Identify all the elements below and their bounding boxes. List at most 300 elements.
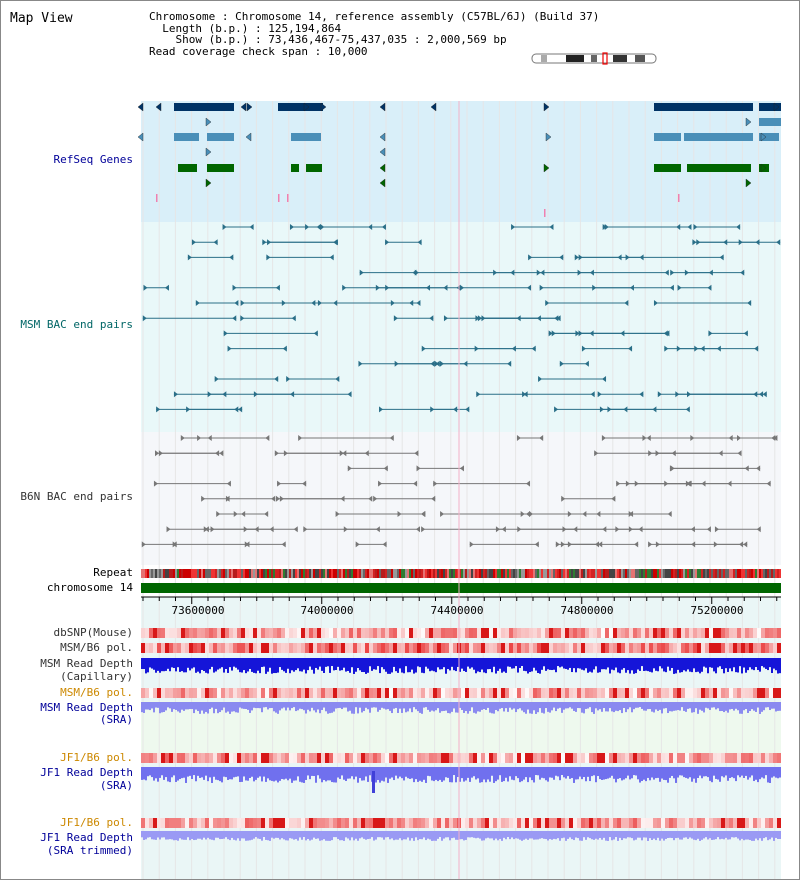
repeat-segment — [463, 569, 465, 578]
repeat-segment — [143, 569, 145, 578]
depth-bar — [189, 767, 191, 776]
heat-cell — [725, 818, 729, 828]
repeat-segment — [555, 569, 557, 578]
depth-bar — [147, 702, 149, 710]
heat-cell — [613, 628, 617, 638]
heat-cell — [145, 628, 149, 638]
heat-cell — [213, 753, 217, 763]
depth-bar — [509, 831, 511, 839]
depth-bar — [299, 658, 301, 671]
heat-cell — [413, 753, 417, 763]
heat-cell — [229, 818, 233, 828]
depth-bar — [261, 767, 263, 781]
heat-cell — [521, 753, 525, 763]
depth-bar — [543, 767, 545, 778]
depth-bar — [549, 658, 551, 670]
heat-cell — [641, 688, 645, 698]
heat-cell — [625, 643, 629, 653]
depth-bar — [587, 767, 589, 777]
repeat-segment — [633, 569, 635, 578]
heat-cell — [333, 688, 337, 698]
heat-cell — [657, 643, 661, 653]
depth-bar — [525, 767, 527, 777]
depth-bar — [391, 831, 393, 838]
depth-bar — [485, 767, 487, 782]
heat-cell — [197, 753, 201, 763]
depth-bar — [315, 702, 317, 712]
depth-bar — [741, 658, 743, 673]
depth-bar — [235, 831, 237, 840]
depth-bar — [437, 831, 439, 839]
depth-bar — [771, 658, 773, 673]
heat-cell — [541, 688, 545, 698]
heat-cell — [165, 628, 169, 638]
repeat-segment — [549, 569, 551, 578]
depth-bar — [233, 702, 235, 711]
depth-bar — [723, 658, 725, 673]
repeat-segment — [199, 569, 201, 578]
repeat-segment — [301, 569, 303, 578]
depth-bar — [553, 831, 555, 839]
heat-cell — [145, 688, 149, 698]
depth-bar — [759, 702, 761, 714]
heat-cell — [709, 753, 713, 763]
depth-bar — [597, 702, 599, 710]
depth-bar — [359, 767, 361, 778]
repeat-segment — [317, 569, 319, 578]
depth-bar — [687, 831, 689, 839]
repeat-segment — [553, 569, 555, 578]
depth-bar — [391, 702, 393, 713]
depth-bar — [553, 702, 555, 708]
depth-bar — [209, 702, 211, 709]
depth-bar — [599, 767, 601, 779]
heat-cell — [473, 628, 477, 638]
depth-bar — [419, 831, 421, 839]
depth-bar — [645, 658, 647, 671]
depth-bar — [259, 702, 261, 708]
heat-cell — [729, 628, 733, 638]
depth-bar — [549, 767, 551, 777]
depth-bar — [555, 767, 557, 776]
heat-cell — [589, 688, 593, 698]
heat-cell — [453, 818, 457, 828]
repeat-track[interactable] — [141, 569, 781, 578]
depth-bar — [513, 767, 515, 780]
heat-cell — [693, 688, 697, 698]
depth-bar — [417, 702, 419, 711]
depth-bar — [435, 831, 437, 841]
repeat-segment — [437, 569, 439, 578]
depth-bar — [715, 702, 717, 709]
repeat-segment — [357, 569, 359, 578]
heat-cell — [677, 643, 681, 653]
depth-bar — [183, 831, 185, 840]
heat-cell — [769, 818, 773, 828]
heat-cell — [501, 753, 505, 763]
heat-cell — [237, 688, 241, 698]
heat-cell — [641, 818, 645, 828]
heat-cell — [189, 818, 193, 828]
depth-bar — [145, 658, 147, 673]
heat-cell — [229, 753, 233, 763]
repeat-segment — [499, 569, 501, 578]
depth-bar — [599, 658, 601, 672]
depth-bar — [189, 831, 191, 840]
depth-bar — [341, 658, 343, 670]
axis-tick-label: 74400000 — [430, 604, 484, 617]
depth-bar — [223, 831, 225, 839]
depth-bar — [245, 658, 247, 673]
depth-bar — [387, 658, 389, 674]
depth-bar — [403, 831, 405, 839]
heat-cell — [149, 628, 153, 638]
depth-bar — [511, 702, 513, 710]
heat-cell — [181, 643, 185, 653]
heat-cell — [281, 628, 285, 638]
repeat-segment — [287, 569, 289, 578]
heat-cell — [345, 753, 349, 763]
depth-bar — [761, 658, 763, 666]
repeat-segment — [333, 569, 335, 578]
repeat-segment — [467, 569, 469, 578]
depth-bar — [325, 831, 327, 841]
heat-cell — [693, 643, 697, 653]
depth-bar — [645, 767, 647, 781]
heat-cell — [201, 628, 205, 638]
heat-cell — [257, 818, 261, 828]
heat-cell — [145, 753, 149, 763]
repeat-segment — [681, 569, 683, 578]
heat-cell — [497, 753, 501, 763]
depth-bar — [643, 658, 645, 671]
depth-bar — [411, 831, 413, 838]
depth-bar — [651, 831, 653, 840]
depth-bar — [503, 831, 505, 838]
depth-bar — [597, 767, 599, 776]
depth-bar — [453, 702, 455, 708]
depth-bar — [777, 831, 779, 839]
heat-cell — [145, 818, 149, 828]
depth-bar — [609, 702, 611, 708]
heat-cell — [245, 688, 249, 698]
repeat-segment — [641, 569, 643, 578]
heat-cell — [677, 628, 681, 638]
heat-cell — [697, 818, 701, 828]
depth-bar — [751, 767, 753, 775]
heat-cell — [745, 628, 749, 638]
heat-cell — [253, 753, 257, 763]
repeat-segment — [575, 569, 577, 578]
depth-bar — [169, 702, 171, 708]
depth-bar — [637, 767, 639, 779]
depth-bar — [345, 831, 347, 837]
depth-bar — [429, 702, 431, 712]
repeat-segment — [297, 569, 299, 578]
depth-bar — [373, 658, 375, 669]
depth-bar — [673, 767, 675, 778]
heat-cell — [597, 688, 601, 698]
depth-bar — [693, 767, 695, 779]
heat-cell — [317, 628, 321, 638]
heat-cell — [765, 688, 769, 698]
depth-bar — [499, 702, 501, 709]
repeat-segment — [669, 569, 671, 578]
heat-cell — [733, 643, 737, 653]
depth-bar — [575, 658, 577, 672]
heat-cell — [761, 753, 765, 763]
repeat-segment — [735, 569, 737, 578]
repeat-segment — [513, 569, 515, 578]
heat-cell — [313, 643, 317, 653]
heat-cell — [477, 643, 481, 653]
depth-bar — [211, 658, 213, 667]
depth-bar — [641, 767, 643, 781]
depth-bar — [151, 702, 153, 708]
depth-bar — [155, 658, 157, 673]
depth-bar — [159, 702, 161, 713]
depth-bar — [273, 767, 275, 781]
depth-bar — [497, 831, 499, 840]
heat-cell — [317, 643, 321, 653]
heat-cell — [701, 753, 705, 763]
repeat-segment — [717, 569, 719, 578]
depth-bar — [347, 658, 349, 671]
heat-cell — [697, 753, 701, 763]
depth-bar — [533, 831, 535, 840]
heat-cell — [405, 688, 409, 698]
heat-cell — [713, 818, 717, 828]
depth-bar — [191, 702, 193, 709]
heat-cell — [645, 818, 649, 828]
depth-bar — [603, 767, 605, 780]
depth-bar — [423, 658, 425, 673]
chromosome-ideogram[interactable] — [532, 53, 656, 64]
depth-bar — [663, 658, 665, 671]
depth-bar — [149, 831, 151, 837]
depth-bar — [765, 702, 767, 707]
depth-bar — [659, 767, 661, 782]
depth-bar — [313, 658, 315, 674]
heat-cell — [309, 753, 313, 763]
repeat-segment — [731, 569, 733, 578]
heat-cell — [189, 753, 193, 763]
depth-bar — [419, 702, 421, 713]
heat-cell — [585, 643, 589, 653]
heat-cell — [389, 628, 393, 638]
depth-bar — [309, 767, 311, 779]
depth-bar — [383, 702, 385, 709]
heat-cell — [485, 628, 489, 638]
heat-cell — [349, 643, 353, 653]
heat-cell — [501, 688, 505, 698]
depth-bar — [727, 658, 729, 672]
depth-bar — [463, 702, 465, 713]
repeat-segment — [541, 569, 543, 578]
heat-cell — [321, 688, 325, 698]
heat-cell — [325, 818, 329, 828]
heat-cell — [525, 753, 529, 763]
heat-cell — [217, 753, 221, 763]
depth-bar — [389, 831, 391, 839]
depth-bar — [149, 658, 151, 667]
heat-cell — [441, 643, 445, 653]
heat-cell — [185, 818, 189, 828]
repeat-segment — [255, 569, 257, 578]
depth-bar — [479, 831, 481, 839]
depth-bar — [635, 831, 637, 840]
heat-cell — [609, 818, 613, 828]
depth-bar — [265, 767, 267, 782]
repeat-segment — [433, 569, 435, 578]
depth-bar — [469, 831, 471, 837]
heat-cell — [449, 753, 453, 763]
depth-bar — [313, 702, 315, 710]
repeat-segment — [339, 569, 341, 578]
depth-bar — [669, 658, 671, 671]
heat-cell — [453, 628, 457, 638]
heat-cell — [241, 688, 245, 698]
depth-bar — [415, 702, 417, 709]
repeat-segment — [153, 569, 155, 578]
depth-bar — [623, 767, 625, 780]
repeat-segment — [587, 569, 589, 578]
heat-cell — [549, 688, 553, 698]
heat-cell — [249, 628, 253, 638]
heat-cell — [185, 688, 189, 698]
depth-bar — [513, 831, 515, 839]
refseq-track-bg — [141, 101, 781, 222]
depth-bar — [719, 831, 721, 839]
repeat-segment — [179, 569, 181, 578]
depth-bar — [323, 702, 325, 708]
repeat-segment — [147, 569, 149, 578]
repeat-segment — [617, 569, 619, 578]
repeat-segment — [293, 569, 295, 578]
repeat-segment — [187, 569, 189, 578]
heat-cell — [701, 643, 705, 653]
heat-cell — [313, 753, 317, 763]
depth-bar — [537, 767, 539, 775]
depth-bar — [505, 831, 507, 839]
depth-bar — [165, 767, 167, 777]
depth-bar — [509, 767, 511, 776]
depth-bar — [525, 702, 527, 714]
depth-bar — [401, 831, 403, 840]
depth-bar — [451, 702, 453, 712]
depth-bar — [661, 702, 663, 713]
depth-bar — [241, 767, 243, 782]
depth-bar — [569, 831, 571, 837]
depth-bar — [675, 767, 677, 783]
repeat-segment — [607, 569, 609, 578]
repeat-segment — [609, 569, 611, 578]
repeat-segment — [535, 569, 537, 578]
depth-bar — [203, 767, 205, 780]
heat-cell — [649, 628, 653, 638]
depth-bar — [755, 702, 757, 712]
heat-cell — [545, 643, 549, 653]
depth-bar — [233, 767, 235, 777]
heat-cell — [321, 643, 325, 653]
depth-bar — [647, 658, 649, 671]
heat-cell — [769, 753, 773, 763]
depth-bar — [275, 702, 277, 713]
depth-bar — [211, 831, 213, 840]
genome-map-canvas[interactable] — [1, 1, 799, 879]
depth-bar — [487, 831, 489, 838]
depth-bar — [147, 658, 149, 672]
heat-cell — [217, 643, 221, 653]
depth-bar — [273, 831, 275, 839]
heat-cell — [645, 688, 649, 698]
depth-bar — [319, 658, 321, 667]
depth-bar — [375, 658, 377, 670]
depth-bar — [269, 658, 271, 668]
depth-bar — [479, 658, 481, 672]
depth-bar — [401, 767, 403, 778]
depth-bar — [683, 831, 685, 838]
depth-bar — [747, 702, 749, 713]
depth-spike — [372, 771, 375, 793]
heat-cell — [721, 753, 725, 763]
heat-cell — [693, 753, 697, 763]
heat-cell — [713, 628, 717, 638]
depth-bar — [257, 831, 259, 839]
depth-bar — [261, 702, 263, 712]
depth-bar — [173, 658, 175, 668]
heat-cell — [169, 628, 173, 638]
heat-cell — [705, 753, 709, 763]
heat-cell — [273, 753, 277, 763]
depth-bar — [277, 658, 279, 673]
depth-bar — [425, 658, 427, 667]
depth-bar — [641, 702, 643, 709]
repeat-segment — [487, 569, 489, 578]
depth-bar — [317, 831, 319, 838]
depth-bar — [229, 702, 231, 714]
depth-bar — [363, 767, 365, 780]
chromosome-bar[interactable] — [141, 583, 781, 593]
depth-bar — [495, 767, 497, 781]
depth-bar — [195, 767, 197, 781]
heat-cell — [289, 628, 293, 638]
heat-cell — [521, 628, 525, 638]
depth-bar — [443, 702, 445, 711]
heat-cell — [281, 753, 285, 763]
depth-bar — [255, 658, 257, 673]
depth-bar — [229, 767, 231, 779]
depth-bar — [591, 702, 593, 712]
depth-bar — [413, 658, 415, 674]
depth-bar — [349, 831, 351, 840]
depth-bar — [777, 658, 779, 674]
depth-bar — [757, 658, 759, 670]
depth-bar — [311, 831, 313, 840]
depth-bar — [617, 831, 619, 841]
depth-bar — [655, 702, 657, 709]
gene-exon — [207, 164, 234, 172]
depth-bar — [573, 702, 575, 711]
depth-bar — [701, 658, 703, 672]
depth-bar — [179, 702, 181, 713]
depth-bar — [185, 767, 187, 783]
depth-bar — [385, 767, 387, 778]
heat-cell — [737, 688, 741, 698]
heat-cell — [633, 753, 637, 763]
heat-cell — [189, 688, 193, 698]
depth-bar — [311, 658, 313, 670]
